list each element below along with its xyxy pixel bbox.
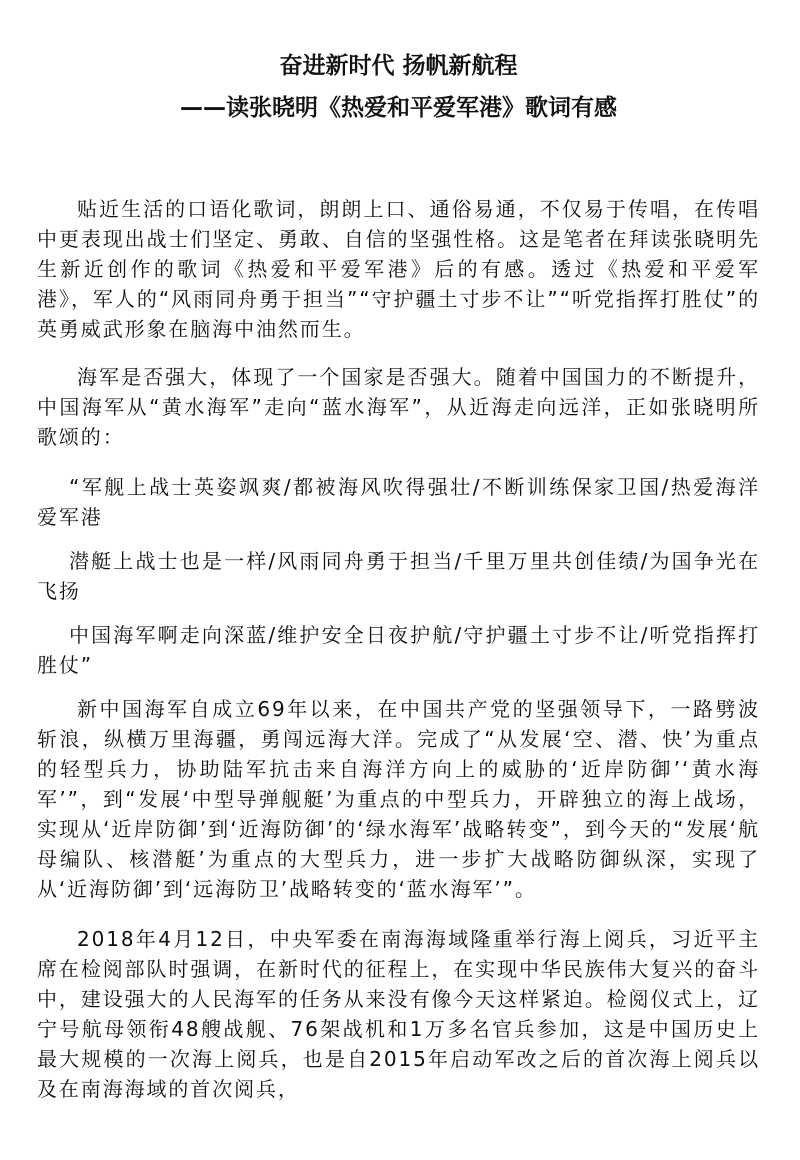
lyric-stanza-1: “军舰上战士英姿飒爽/都被海风吹得强壮/不断训练保家卫国/热爱海洋爱军港 (37, 475, 760, 529)
paragraph-intro: 贴近生活的口语化歌词，朗朗上口、通俗易通，不仅易于传唱，在传唱中更表现出战士们坚定、勇敢、自信的坚强性格。这是笔者在拜读张晓明先生新近创作的歌词《热爱和平爱军港》后的有感。透过《热爱和平爱军港》，军人的“风雨同舟勇于担当”“守护疆土寸步不让”“听党指挥打胜仗”的英勇威武形象在脑海中油然而生。 (37, 197, 760, 341)
article-subtitle: ——读张晓明《热爱和平爱军港》歌词有感 (180, 95, 617, 121)
paragraph-navy-strength: 海军是否强大，体现了一个国家是否强大。随着中国国力的不断提升，中国海军从“黄水海军”走向“蓝水海军”，从近海走向远洋，正如张晓明所歌颂的： (37, 365, 760, 449)
lyric-stanza-3: 中国海军啊走向深蓝/维护安全日夜护航/守护疆土寸步不让/听党指挥打胜仗” (37, 623, 760, 677)
paragraph-navy-history: 新中国海军自成立69年以来，在中国共产党的坚强领导下，一路劈波斩浪，纵横万里海疆，勇闯远海大洋。完成了“从发展‘空、潜、快’为重点的轻型兵力，协助陆军抗击来自海洋方向上的威胁的‘近岸防御’‘黄水海军’”，到“发展‘中型导弹舰艇’为重点的中型兵力，开辟独立的海上战场，实现从‘近岸防御’到‘近海防御’的‘绿水海军’战略转变”，到今天的“发展‘航母编队、核潜艇’为重点的大型兵力，进一步扩大战略防御纵深，实现了从‘近海防御’到‘远海防卫’战略转变的‘蓝水海军’”。 (37, 697, 760, 901)
lyric-stanza-2: 潜艇上战士也是一样/风雨同舟勇于担当/千里万里共创佳绩/为国争光在飞扬 (37, 549, 760, 603)
article-title: 奋进新时代 扬帆新航程 (279, 53, 518, 79)
paragraph-naval-review: 2018年4月12日，中央军委在南海海域隆重举行海上阅兵，习近平主席在检阅部队时强调，在新时代的征程上，在实现中华民族伟大复兴的奋斗中，建设强大的人民海军的任务从来没有像今天这样紧迫。检阅仪式上，辽宁号航母领衔48艘战舰、76架战机和1万多名官兵参加，这是中国历史上最大规模的一次海上阅兵，也是自2015年启动军改之后的首次海上阅兵以及在南海海域的首次阅兵， (37, 927, 760, 1101)
article-body (37, 194, 760, 1104)
